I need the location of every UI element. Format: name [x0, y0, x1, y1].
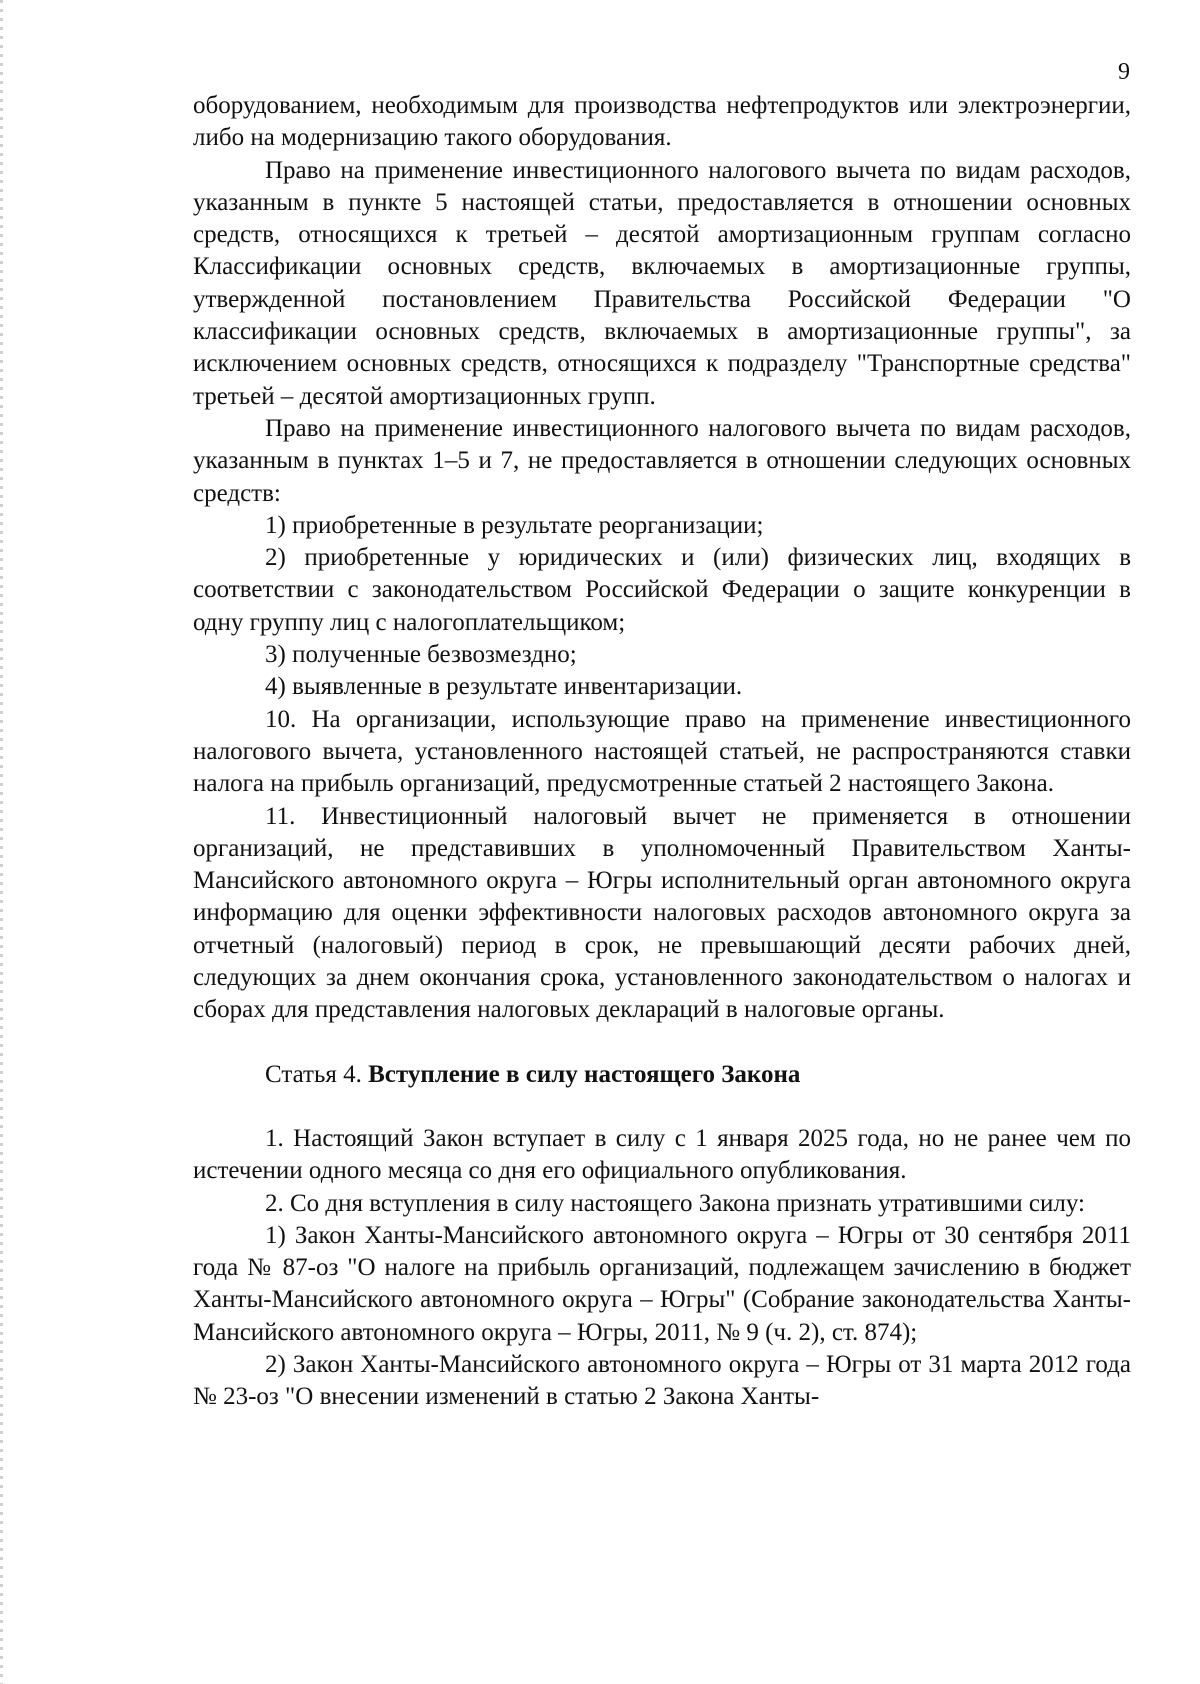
page-number: 9	[1118, 59, 1130, 85]
scan-edge-artifact	[0, 0, 3, 1684]
paragraph: 1. Настоящий Закон вступает в силу с 1 января 2025 года, но не ранее чем по истечении одного месяца со дня его официального опубликования.	[193, 1124, 1131, 1185]
document-body	[193, 90, 1131, 1414]
list-item: 2) приобретенные у юридических и (или) физических лиц, входящих в соответствии с законодательством Российской Федерации о защите конкуренции в одну группу лиц с налогоплательщиком;	[193, 544, 1131, 636]
paragraph-clause-11: 11. Инвестиционный налоговый вычет не применяется в отношении организаций, не представивших в уполномоченный Правительством Ханты-Мансийского автономного округа – Югры исполнительный орган автономного округа информацию для оценки эффективности налоговых расходов автономного округа за отчетный (налоговый) период в срок, не превышающий десяти рабочих дней, следующих за днем окончания срока, установленного законодательством о налогах и сборах для представления налоговых деклараций в налоговые органы.	[193, 802, 1131, 1024]
paragraph: 2. Со дня вступления в силу настоящего Закона признать утратившими силу:	[265, 1189, 1085, 1217]
paragraph-clause-10: 10. На организации, использующие право на применение инвестиционного налогового вычета, установленного настоящей статьей, не распространяются ставки налога на прибыль организаций, предусмотренные статьей 2 настоящего Закона.	[193, 705, 1131, 798]
list-item: 2) Закон Ханты-Мансийского автономного округа – Югры от 31 марта 2012 года № 23-оз "О внесении изменений в статью 2 Закона Ханты-	[193, 1350, 1131, 1411]
article-heading-title: Вступление в силу настоящего Закона	[368, 1060, 801, 1088]
article-heading-prefix: Статья 4.	[265, 1060, 362, 1088]
article-heading	[193, 1059, 1131, 1091]
list-item: 4) выявленные в результате инвентаризации.	[265, 673, 743, 701]
list-item: 3) полученные безвозмездно;	[265, 641, 577, 669]
paragraph: Право на применение инвестиционного налогового вычета по видам расходов, указанным в пункте 5 настоящей статьи, предоставляется в отношении основных средств, относящихся к третьей – десятой амортизационным группам согласно Классификации основных средств, включаемых в амортизационные группы, утвержденной постановлением Правительства Российской Федерации "О классификации основных средств, включаемых в амортизационные группы", за исключением основных средств, относящихся к подразделу "Транспортные средства" третьей – десятой амортизационных групп.	[193, 156, 1131, 410]
list-item: 1) Закон Ханты-Мансийского автономного округа – Югры от 30 сентября 2011 года № 87-оз "О налоге на прибыль организаций, подлежащем зачислению в бюджет Ханты-Мансийского автономного округа – Югры" (Собрание законодательства Ханты-Мансийского автономного округа – Югры, 2011, № 9 (ч. 2), ст. 874);	[193, 1221, 1131, 1346]
paragraph-continuation: оборудованием, необходимым для производства нефтепродуктов или электроэнергии, либо на модернизацию такого оборудования.	[193, 92, 1131, 152]
paragraph: Право на применение инвестиционного налогового вычета по видам расходов, указанным в пунктах 1–5 и 7, не предоставляется в отношении следующих основных средств:	[193, 414, 1131, 507]
list-item: 1) приобретенные в результате реорганизации;	[265, 511, 764, 539]
